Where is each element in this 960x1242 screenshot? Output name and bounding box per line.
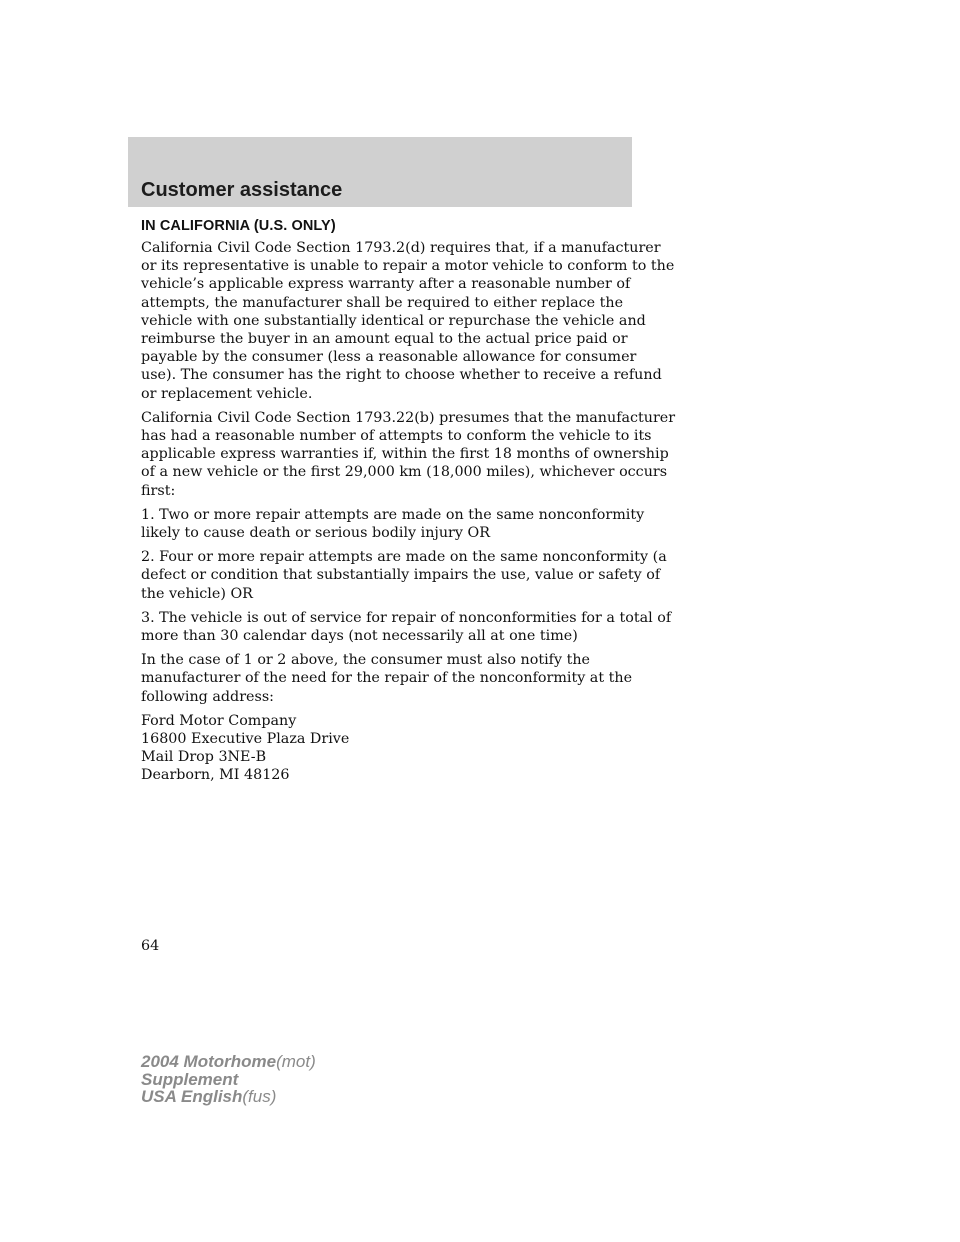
text-line: the vehicle) OR <box>141 585 253 602</box>
address-line: Mail Drop 3NE-B <box>141 749 267 766</box>
text-line: 3. The vehicle is out of service for repair of nonconformities for a total of <box>141 609 672 626</box>
text-line: likely to cause death or serious bodily injury OR <box>141 525 491 542</box>
document-footer <box>141 1053 316 1106</box>
text-line: of a new vehicle or the first 29,000 km (18,000 miles), whichever occurs <box>141 464 668 481</box>
section-title: Customer assistance <box>141 179 343 201</box>
text-line: use). The consumer has the right to choose whether to receive a refund <box>141 367 662 384</box>
page-number: 64 <box>141 938 160 954</box>
section-header-band <box>128 137 632 207</box>
list-item <box>141 609 672 645</box>
text-line: defect or condition that substantially impairs the use, value or safety of <box>141 567 661 584</box>
text-line: vehicle with one substantially identical or repurchase the vehicle and <box>141 312 646 329</box>
text-line: has had a reasonable number of attempts to conform the vehicle to its <box>141 428 652 445</box>
text-line: attempts, the manufacturer shall be required to either replace the <box>141 294 624 311</box>
text-line: or its representative is unable to repair a motor vehicle to conform to the <box>141 258 675 275</box>
text-line: payable by the consumer (less a reasonable allowance for consumer <box>141 349 637 366</box>
subsection-heading: IN CALIFORNIA (U.S. ONLY) <box>141 218 336 234</box>
text-line: California Civil Code Section 1793.2(d) requires that, if a manufacturer <box>141 240 661 256</box>
footer-model-code: (mot) <box>276 1052 316 1071</box>
paragraph <box>141 651 641 706</box>
text-line: reimburse the buyer in an amount equal to the actual price paid or <box>141 331 628 348</box>
text-line: In the case of 1 or 2 above, the consumer must also notify the <box>141 652 591 669</box>
list-item <box>141 548 667 603</box>
text-line: or replacement vehicle. <box>141 385 313 402</box>
address-line: 16800 Executive Plaza Drive <box>141 731 350 748</box>
text-line: applicable express warranties if, within the first 18 months of ownership <box>141 446 669 463</box>
text-line: 2. Four or more repair attempts are made on the same nonconformity (a <box>141 549 667 566</box>
footer-language-code: (fus) <box>242 1087 277 1106</box>
address-line: Dearborn, MI 48126 <box>141 767 290 784</box>
mailing-address <box>141 712 641 785</box>
text-line: manufacturer of the need for the repair of the nonconformity at the <box>141 670 633 687</box>
footer-line <box>141 1053 316 1071</box>
page-body <box>141 217 676 791</box>
text-line: first: <box>141 482 176 499</box>
address-line: Ford Motor Company <box>141 712 297 729</box>
text-line: vehicle’s applicable express warranty after a reasonable number of <box>141 276 631 293</box>
text-line: more than 30 calendar days (not necessarily all at one time) <box>141 628 578 645</box>
paragraph <box>141 239 675 403</box>
text-line: California Civil Code Section 1793.22(b) presumes that the manufacturer <box>141 409 676 426</box>
paragraph <box>141 409 676 500</box>
footer-model: 2004 Motorhome <box>141 1052 277 1071</box>
text-line: following address: <box>141 688 274 705</box>
footer-line: Supplement <box>141 1069 239 1089</box>
footer-language: USA English <box>141 1087 243 1106</box>
footer-line <box>141 1088 316 1106</box>
list-item <box>141 506 645 542</box>
text-line: 1. Two or more repair attempts are made on the same nonconformity <box>141 506 645 523</box>
